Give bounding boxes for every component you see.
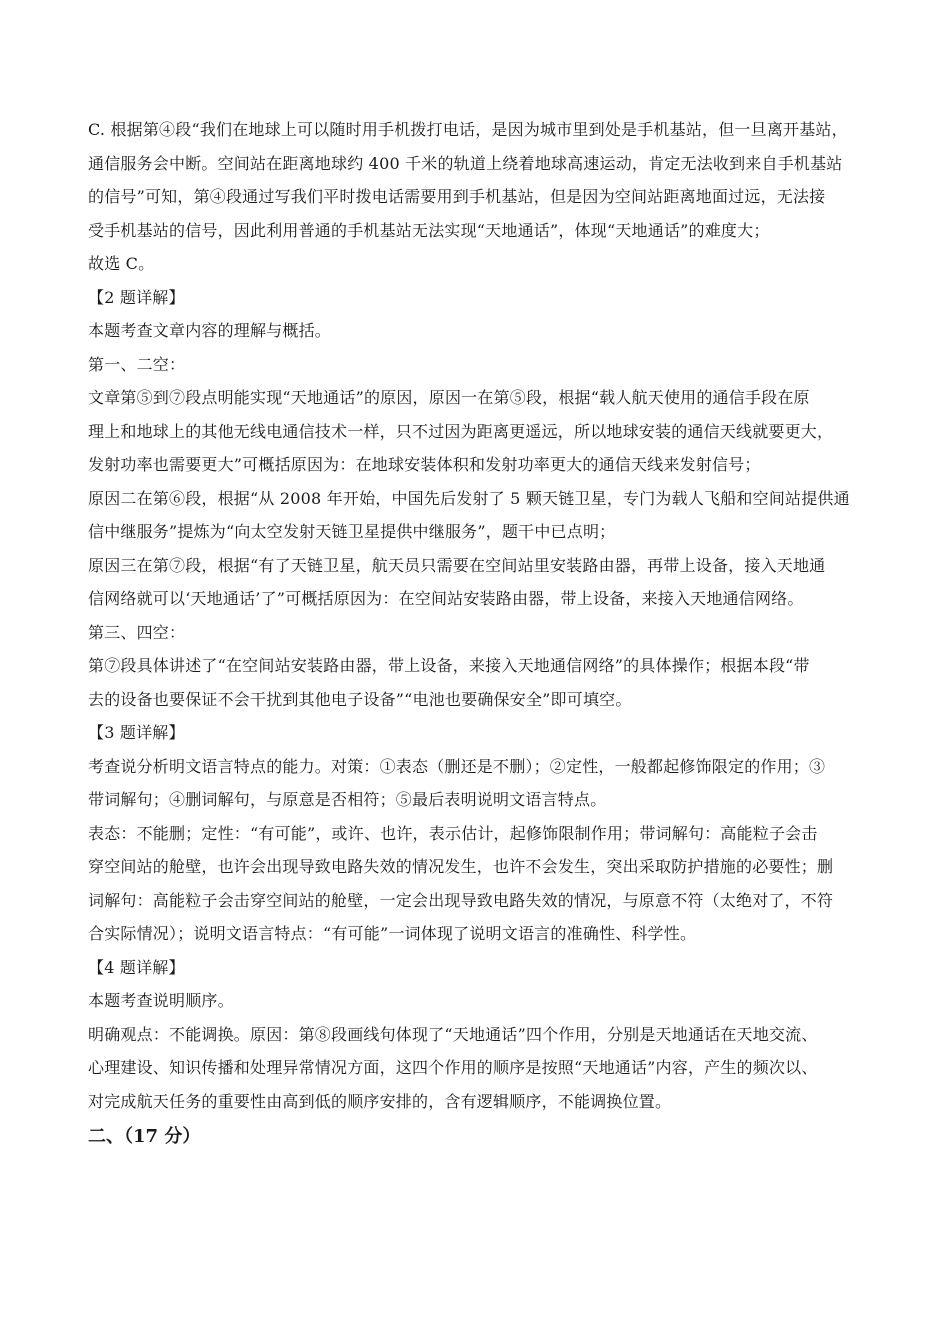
text-line: 带词解句；④删词解句，与原意是否相符；⑤最后表明说明文语言特点。	[88, 790, 607, 809]
question-heading: 【4 题详解】	[88, 957, 185, 977]
question-heading: 【2 题详解】	[88, 287, 185, 307]
text-line: 受手机基站的信号，因此利用普通的手机基站无法实现“天地通话”，体现“天地通话”的难度大；	[88, 220, 770, 240]
text-line: 的信号”可知，第④段通过写我们平时拨电话需要用到手机基站，但是因为空间站距离地面过远，无法接	[88, 187, 826, 206]
text-line: 第⑦段具体讲述了“在空间站安装路由器，带上设备，来接入天地通信网络”的具体操作；根据本段“带	[88, 656, 810, 675]
text-line: 第一、二空：	[88, 354, 186, 374]
text-line: 信网络就可以‘天地通话’了”可概括原因为：在空间站安装路由器，带上设备，来接入天地通信网络。	[88, 589, 804, 608]
text-line: 发射功率也需要更大”可概括原因为：在地球安装体积和发射功率更大的通信天线来发射信号；	[88, 455, 761, 474]
text-line: 去的设备也要保证不会干扰到其他电子设备”“电池也要确保安全”即可填空。	[88, 689, 632, 709]
text-line: 本题考查说明顺序。	[88, 991, 234, 1010]
text-line: 合实际情况）；说明文语言特点：“有可能”一词体现了说明文语言的准确性、科学性。	[88, 924, 697, 943]
text-line: 第三、四空：	[88, 622, 186, 642]
text-line: 故选 C。	[88, 254, 155, 273]
text-line: C. 根据第④段“我们在地球上可以随时用手机拨打电话，是因为城市里到处是手机基站，但一旦离开基站，	[88, 120, 848, 139]
text-line: 本题考查文章内容的理解与概括。	[88, 321, 332, 340]
question-heading: 【3 题详解】	[88, 723, 185, 742]
text-line: 理上和地球上的其他无线电通信技术一样，只不过因为距离更遥远，所以地球安装的通信天线就要更大，	[88, 421, 834, 441]
text-line: 心理建设、知识传播和处理异常情况方面，这四个作用的顺序是按照“天地通话”内容，产生的频次以、	[88, 1058, 818, 1077]
text-line: 表态：不能删；定性：“有可能”，或许、也许，表示估计，起修饰限制作用；带词解句：高能粒子会击	[88, 823, 818, 843]
section-title: 二、（17 分）	[88, 1126, 201, 1147]
text-line: 文章第⑤到⑦段点明能实现“天地通话”的原因，原因一在第⑤段，根据“载人航天使用的通信手段在原	[88, 388, 810, 407]
text-line: 原因三在第⑦段，根据“有了天链卫星，航天员只需要在空间站里安装路由器，再带上设备，接入天地通	[88, 555, 826, 575]
text-line: 穿空间站的舱壁，也许会出现导致电路失效的情况发生，也许不会发生，突出采取防护措施的必要性；删	[88, 857, 834, 876]
document-page	[88, 113, 870, 1155]
text-line: 通信服务会中断。空间站在距离地球约 400 千米的轨道上绕着地球高速运动，肯定无法收到来自手机基站	[88, 153, 843, 173]
text-line: 对完成航天任务的重要性由高到低的顺序安排的，含有逻辑顺序，不能调换位置。	[88, 1091, 672, 1111]
text-line: 考查说分析明文语言特点的能力。对策：①表态（删还是不删）；②定性，一般都起修饰限定的作用；③	[88, 756, 826, 776]
text-line: 明确观点：不能调换。原因：第⑧段画线句体现了“天地通话”四个作用，分别是天地通话在天地交流、	[88, 1024, 818, 1044]
text-line: 信中继服务”提炼为“向太空发射天链卫星提供中继服务”，题干中已点明；	[88, 522, 616, 541]
text-line: 词解句：高能粒子会击穿空间站的舱壁，一定会出现导致电路失效的情况，与原意不符（太绝对了，不符	[88, 890, 834, 910]
text-line: 原因二在第⑥段，根据“从 2008 年开始，中国先后发射了 5 颗天链卫星，专门为载人飞船和空间站提供通	[88, 488, 850, 508]
